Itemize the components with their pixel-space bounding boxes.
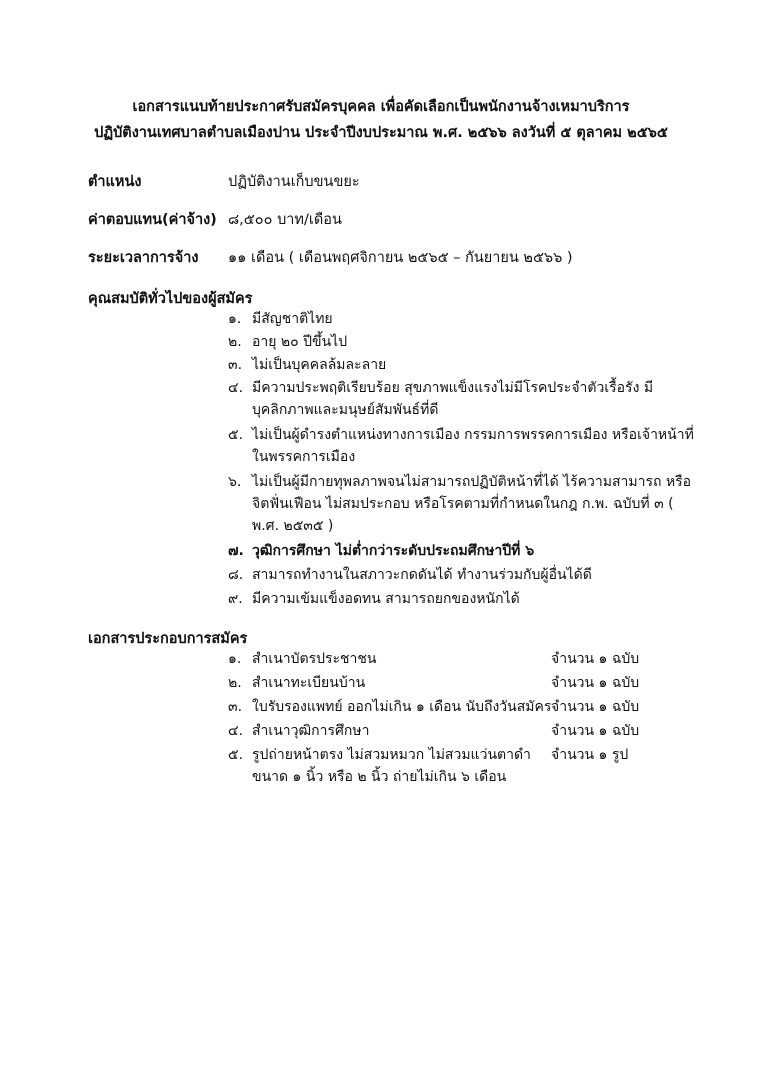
item-number: ๖. (228, 474, 242, 490)
qualification-item (228, 540, 698, 562)
item-quantity: จำนวน ๑ ฉบับ (551, 651, 640, 667)
item-number: ๒. (228, 334, 242, 350)
item-text: สำเนาบัตรประชาชน (252, 651, 377, 667)
pay-label: ค่าตอบแทน(ค่าจ้าง) (88, 212, 217, 228)
header-line-2: ปฏิบัติงานเทศบาลตำบลเมืองปาน ประจำปีงบประมาณ พ.ศ. ๒๕๖๖ ลงวันที่ ๕ ตุลาคม ๒๕๖๕ (94, 125, 668, 141)
document-item (228, 744, 629, 788)
item-number: ๓. (228, 357, 243, 373)
qualifications-heading: คุณสมบัติทั่วไปของผู้สมัคร (88, 291, 253, 307)
item-text: ไม่เป็นผู้มีกายทุพลภาพจนไม่สามารถปฏิบัติหน้าที่ได้ ไร้ความสามารถ หรือจิตฟั่นเฟือน ไม่สมประกอบ หรือโรคตามที่กำหนดในกฎ ก.พ. ฉบับที่ ๓ ( พ.ศ. ๒๕๓๕ ) (252, 474, 692, 534)
document-item (228, 648, 640, 670)
position-label: ตำแหน่ง (88, 174, 142, 190)
item-quantity: จำนวน ๑ รูป (551, 747, 629, 763)
item-text: รูปถ่ายหน้าตรง ไม่สวมหมวก ไม่สวมแว่นตาดำ (252, 747, 531, 763)
item-number: ๗. (228, 543, 244, 559)
item-text: มีสัญชาติไทย (252, 311, 333, 327)
document-item (228, 672, 640, 694)
qualification-item (228, 471, 698, 537)
item-text: ไม่เป็นบุคคลล้มละลาย (252, 357, 387, 373)
item-text: ไม่เป็นผู้ดำรงตำแหน่งทางการเมือง กรรมการพรรคการเมือง หรือเจ้าหน้าที่ในพรรคการเมือง (252, 427, 694, 465)
qualification-item (228, 564, 698, 586)
item-number: ๕. (228, 747, 244, 763)
period-value: ๑๑ เดือน ( เดือนพฤศจิกายน ๒๕๖๕ – กันยายน ๒๕๖๖ ) (228, 250, 573, 266)
item-quantity: จำนวน ๑ ฉบับ (551, 699, 640, 715)
item-number: ๑. (228, 651, 242, 667)
period-label: ระยะเวลาการจ้าง (88, 250, 199, 266)
qualification-item (228, 354, 698, 376)
pay-value: ๘,๕๐๐ บาท/เดือน (228, 212, 342, 228)
item-text: สามารถทำงานในสภาวะกดดันได้ ทำงานร่วมกับผู้อื่นได้ดี (252, 567, 592, 583)
item-number: ๔. (228, 380, 244, 396)
qualification-item (228, 377, 698, 421)
item-text: อายุ ๒๐ ปีขึ้นไป (252, 334, 348, 350)
item-text: มีความเข้มแข็งอดทน สามารถยกของหนักได้ (252, 591, 520, 607)
item-quantity: จำนวน ๑ ฉบับ (551, 723, 640, 739)
item-quantity: จำนวน ๑ ฉบับ (551, 675, 640, 691)
header-line-1: เอกสารแนบท้ายประกาศรับสมัครบุคคล เพื่อคัดเลือกเป็นพนักงานจ้างเหมาบริการ (132, 99, 630, 115)
document-item (228, 720, 640, 742)
item-number: ๘. (228, 567, 244, 583)
qualification-item (228, 588, 698, 610)
item-text: มีความประพฤติเรียบร้อย สุขภาพแข็งแรงไม่มีโรคประจำตัวเรื้อรัง มีบุคลิกภาพและมนุษย์สัมพันธ์ที่ดี (252, 380, 654, 418)
item-number: ๑. (228, 311, 242, 327)
qualification-item (228, 308, 698, 330)
item-number: ๔. (228, 723, 244, 739)
item-number: ๒. (228, 675, 242, 691)
item-text-continued: ขนาด ๑ นิ้ว หรือ ๒ นิ้ว ถ่ายไม่เกิน ๖ เดือน (252, 769, 507, 785)
item-text: วุฒิการศึกษา ไม่ต่ำกว่าระดับประถมศึกษาปีที่ ๖ (252, 543, 535, 559)
item-number: ๕. (228, 427, 244, 443)
document-item (228, 696, 640, 718)
position-value: ปฏิบัติงานเก็บขนขยะ (228, 174, 360, 190)
item-text: สำเนาวุฒิการศึกษา (252, 723, 370, 739)
item-number: ๙. (228, 591, 243, 607)
qualification-item (228, 331, 698, 353)
documents-heading: เอกสารประกอบการสมัคร (88, 631, 248, 647)
qualification-item (228, 424, 698, 468)
item-text: สำเนาทะเบียนบ้าน (252, 675, 366, 691)
item-number: ๓. (228, 699, 243, 715)
item-text: ใบรับรองแพทย์ ออกไม่เกิน ๑ เดือน นับถึงวันสมัคร (252, 699, 552, 715)
